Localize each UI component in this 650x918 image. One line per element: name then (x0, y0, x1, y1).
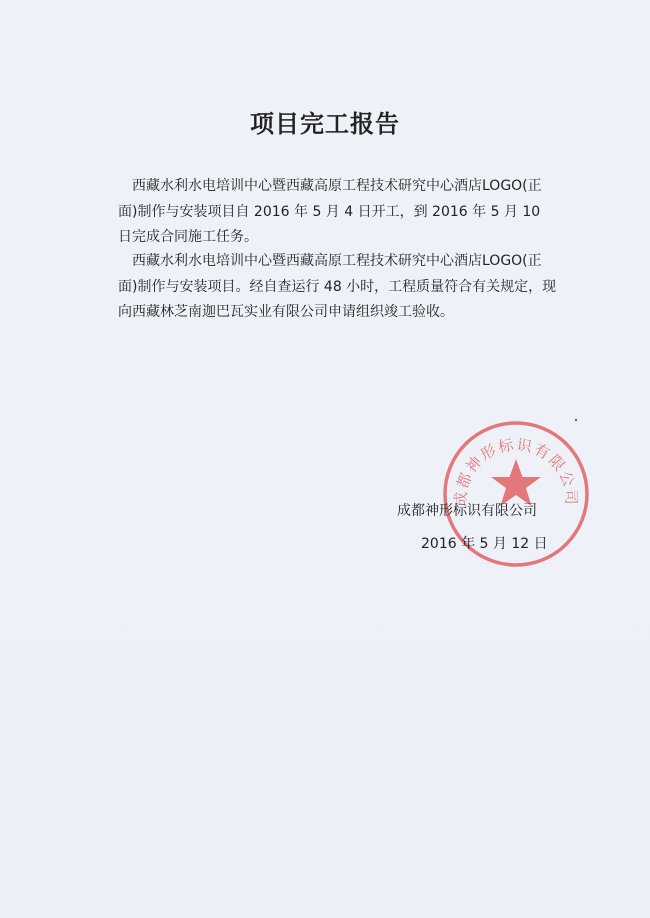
scan-speck (575, 419, 577, 421)
seal-text: 成都神形标识有限公司 (451, 435, 581, 507)
document-title: 项目完工报告 (250, 110, 400, 138)
paragraph-2: 西藏水利水电培训中心暨西藏高原工程技术研究中心酒店LOGO(正面)制作与安装项目。经自查运行 48 小时，工程质量符合有关规定，现向西藏林芝南迦巴瓦实业有限公司申请组织竣工验收。 (118, 253, 557, 320)
paragraph-1: 西藏水利水电培训中心暨西藏高原工程技术研究中心酒店LOGO(正面)制作与安装项目自 2016 年 5 月 4 日开工，到 2016 年 5 月 10 日完成合同施工任务。 (118, 178, 542, 245)
signature-date: 2016 年 5 月 12 日 (421, 536, 548, 552)
seal-star (491, 459, 541, 506)
signature-company: 成都神形标识有限公司 (397, 503, 537, 519)
